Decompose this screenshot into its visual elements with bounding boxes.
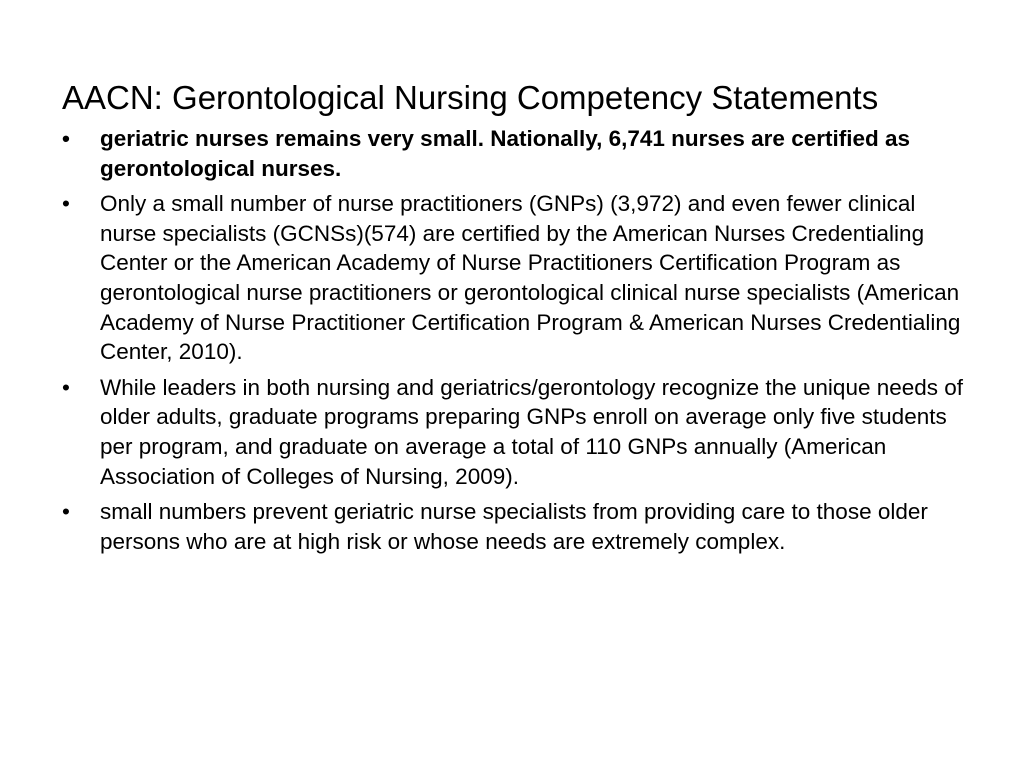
bullet-text-4: small numbers prevent geriatric nurse specialists from providing care to those older persons who are at high risk or whose needs are extremely complex.: [100, 499, 928, 554]
bullet-item-2: [62, 189, 972, 367]
bullet-item-4: [62, 497, 972, 556]
bullet-item-1: [62, 124, 972, 183]
slide-title: AACN: Gerontological Nursing Competency Statements: [62, 79, 879, 117]
bullet-text-2: Only a small number of nurse practitioners (GNPs) (3,972) and even fewer clinical nurse specialists (GCNSs)(574) are certified by the American Nurses Credentialing Center or the American Academy of Nurse Practitioners Certification Program as gerontological nurse practitioners or gerontological clinical nurse specialists (American Academy of Nurse Practitioner Certification Program & American Nurses Credentialing Center, 2010).: [100, 191, 961, 365]
bullet-item-3: [62, 373, 972, 491]
bullet-text-3: While leaders in both nursing and geriatrics/gerontology recognize the unique needs of older adults, graduate programs preparing GNPs enroll on average only five students per program, and graduate on average a total of 110 GNPs annually (American Association of Colleges of Nursing, 2009).: [100, 374, 964, 489]
bullet-list: [62, 124, 972, 562]
bullet-icon: •: [62, 191, 70, 217]
bullet-icon: •: [62, 126, 70, 151]
bullet-icon: •: [62, 499, 70, 525]
bullet-text-1: geriatric nurses remains very small. Nationally, 6,741 nurses are certified as gerontological nurses.: [100, 126, 910, 181]
bullet-icon: •: [62, 374, 70, 400]
